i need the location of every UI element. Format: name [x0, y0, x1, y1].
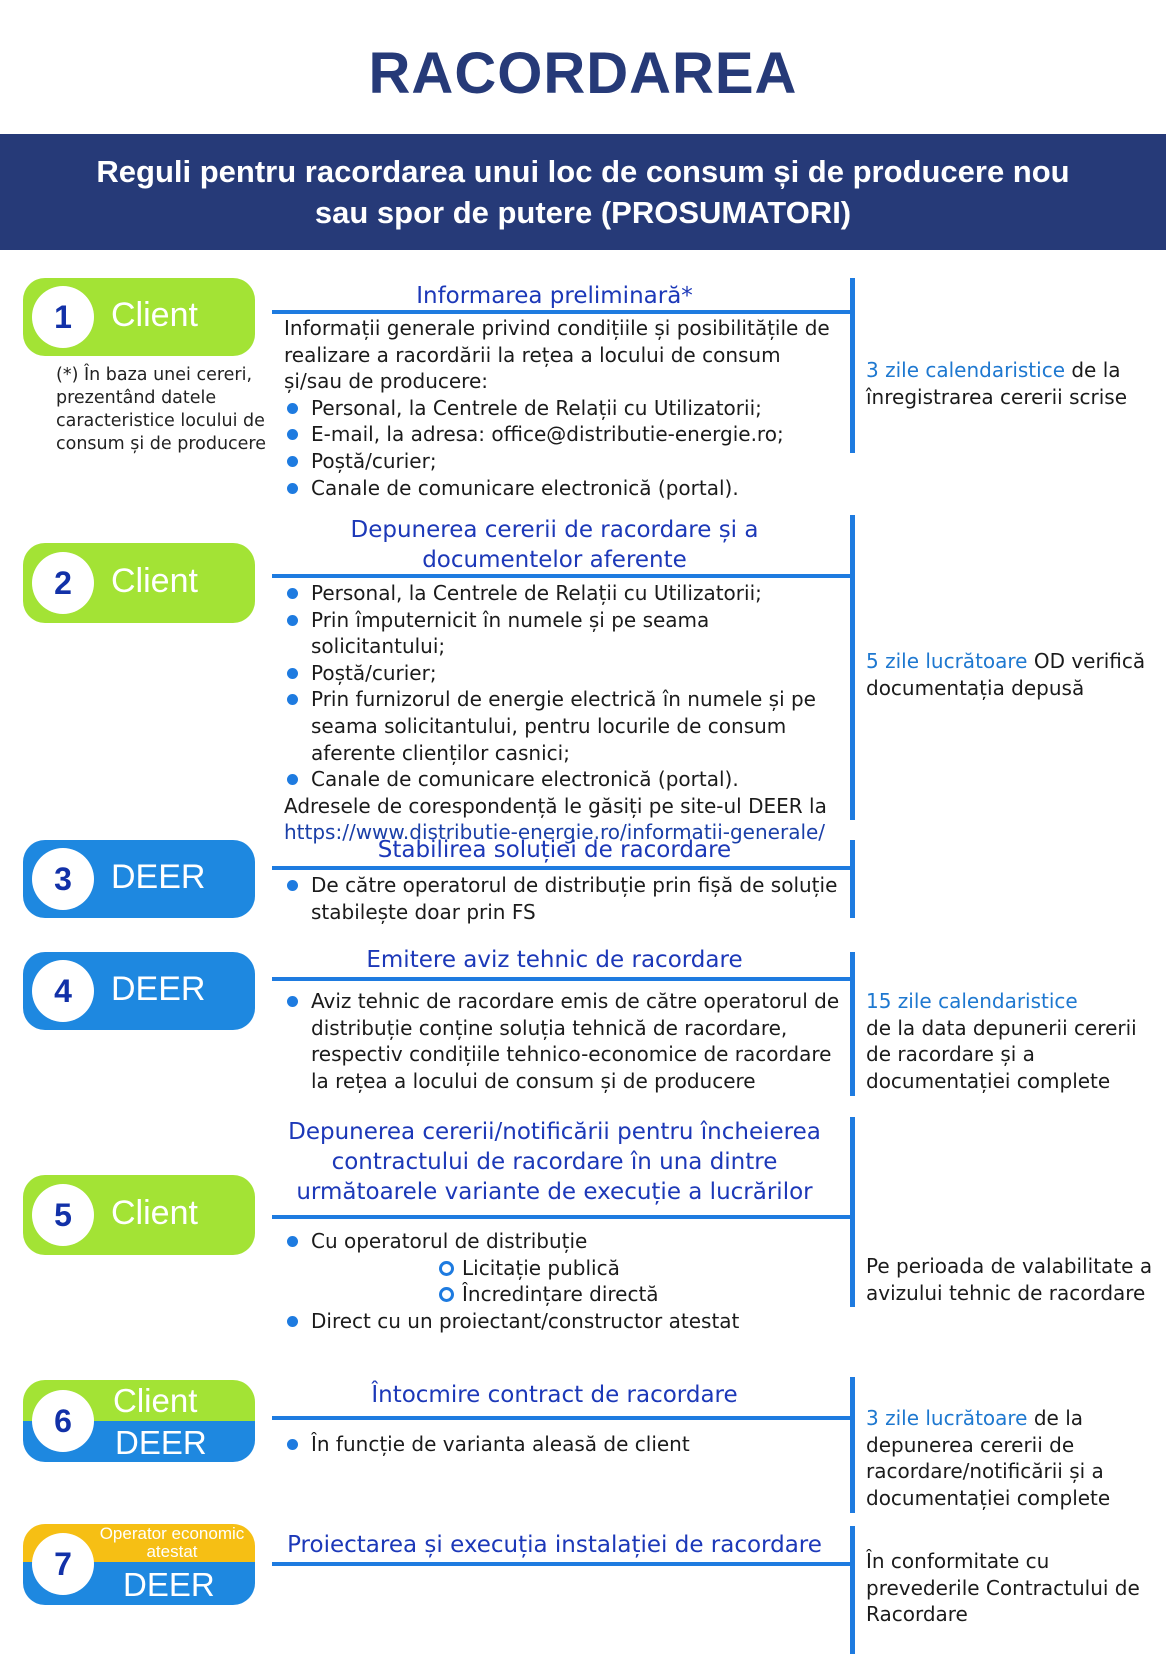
step-3-body: [284, 872, 844, 925]
step-1-badge: [23, 278, 255, 356]
step-6-divider: [272, 1416, 852, 1420]
list-item: Cu operatorul de distribuție: [284, 1228, 844, 1255]
term-text: OD verifică documentația depusă: [866, 649, 1146, 700]
actor-line: atestat: [146, 1542, 198, 1561]
actor-line: Operator economic: [99, 1524, 245, 1543]
step-6-title: Întocmire contract de racordare: [371, 1382, 738, 1408]
list-item: Canale de comunicare electronică (portal).: [284, 475, 844, 502]
step-number: 3: [32, 848, 94, 910]
step-4-body: [284, 988, 844, 1094]
term-highlight: 3 zile lucrătoare: [866, 1406, 1028, 1430]
step-7-vertical-line: [850, 1526, 855, 1654]
step-7-badge: [23, 1524, 255, 1605]
list-item: Poștă/curier;: [284, 660, 844, 687]
step-6-badge: [23, 1380, 255, 1462]
step-5-vertical-line: [850, 1117, 855, 1307]
list-item: Canale de comunicare electronică (portal).: [284, 766, 844, 793]
step-actor: Client: [111, 562, 198, 600]
step-1-note: (*) În baza unei cereri, prezentând datele caracteristice locului de consum și de producere: [56, 365, 267, 454]
step-2-vertical-line: [850, 515, 855, 820]
step-actor-top: [89, 1525, 255, 1561]
step-3-divider: [272, 866, 852, 870]
step-7-term: În conformitate cu prevederile Contractului de Racordare: [866, 1549, 1140, 1627]
step-2-outro: Adresele de corespondență le găsiți pe site-ul DEER la: [284, 793, 827, 818]
step-number: 6: [32, 1390, 94, 1452]
list-item: De către operatorul de distribuție prin fișă de soluție stabilește doar prin FS: [284, 872, 844, 925]
step-3-vertical-line: [850, 840, 855, 918]
step-1-vertical-line: [850, 278, 855, 453]
step-5-badge: [23, 1175, 255, 1255]
step-number: 2: [32, 552, 94, 614]
step-3-badge: [23, 840, 255, 918]
list-item: Prin furnizorul de energie electrică în numele și pe seama solicitantului, pentru locurile de consum aferente clienților casnici;: [284, 686, 844, 766]
title-line: următoarele variante de execuție a lucrărilor: [296, 1179, 813, 1205]
info-link[interactable]: https://www.distributie-energie.ro/informatii-generale/: [284, 820, 826, 845]
step-5-title: [272, 1117, 837, 1207]
step-number: 7: [32, 1533, 94, 1595]
term-highlight: 3 zile calendaristice: [866, 358, 1065, 382]
step-actor: DEER: [111, 970, 206, 1008]
list-item: Personal, la Centrele de Relații cu Utilizatorii;: [284, 395, 844, 422]
title-line: Depunerea cererii/notificării pentru încheierea: [288, 1119, 821, 1145]
step-actor-bottom: DEER: [123, 1566, 215, 1603]
step-4-badge: [23, 952, 255, 1030]
title-line: Depunerea cererii de racordare și a: [350, 517, 759, 543]
step-2-body: [284, 580, 844, 846]
term-text: de la data depunerii cererii de racordare și a documentației complete: [866, 1015, 1137, 1093]
step-actor: Client: [111, 1194, 198, 1232]
step-2-divider: [272, 574, 852, 578]
step-1-intro: Informații generale privind condițiile și posibilitățile de realizare a racordării la rețea a locului de consum și/sau de producere:: [284, 316, 830, 394]
step-7-divider: [272, 1562, 852, 1566]
step-6-body: [284, 1431, 844, 1458]
title-line: documentelor aferente: [422, 547, 687, 573]
term-text: de la depunerea cererii de racordare/notificării și a documentației complete: [866, 1406, 1111, 1510]
step-6-term: [866, 1405, 1156, 1511]
step-actor-bottom: DEER: [115, 1424, 207, 1461]
list-item: În funcție de varianta aleasă de client: [284, 1431, 844, 1458]
step-2-title: [272, 515, 837, 575]
step-3-title: Stabilirea soluției de racordare: [377, 837, 732, 863]
list-item: Personal, la Centrele de Relații cu Utilizatorii;: [284, 580, 844, 607]
step-2-badge: [23, 543, 255, 623]
list-item: Poștă/curier;: [284, 448, 844, 475]
step-4-term: [866, 988, 1156, 1094]
sub-list-item: Licitație publică: [284, 1255, 844, 1282]
step-1-divider: [272, 310, 852, 314]
list-item: Aviz tehnic de racordare emis de către operatorul de distribuție conține soluția tehnică de racordare, respectiv condițiile tehnico-economice de racordare la rețea a locului de consum și de producere: [284, 988, 844, 1094]
step-5-body: [284, 1228, 844, 1334]
banner-subtitle-line2: sau spor de putere (PROSUMATORI): [314, 195, 852, 230]
step-actor-top: Client: [113, 1382, 198, 1419]
title-line: contractului de racordare în una dintre: [331, 1149, 778, 1175]
step-actor: DEER: [111, 858, 206, 896]
step-4-title: Emitere aviz tehnic de racordare: [366, 947, 743, 973]
term-highlight: 15 zile calendaristice: [866, 989, 1078, 1013]
page-title: RACORDAREA: [368, 41, 798, 106]
step-number: 5: [32, 1184, 94, 1246]
header-banner: [0, 134, 1166, 250]
step-1-title: Informarea preliminară*: [416, 283, 693, 309]
step-1-body: [284, 315, 844, 501]
step-actor: Client: [111, 296, 198, 334]
step-4-divider: [272, 977, 852, 981]
step-5-divider: [272, 1215, 852, 1219]
step-number: 4: [32, 960, 94, 1022]
list-item: Prin împuternicit în numele și pe seama solicitantului;: [284, 607, 844, 660]
step-2-term: [866, 648, 1156, 701]
term-text: de la înregistrarea cererii scrise: [866, 358, 1128, 409]
step-5-term: Pe perioada de valabilitate a avizului tehnic de racordare: [866, 1254, 1153, 1305]
sub-list-item: Încredințare directă: [284, 1281, 844, 1308]
step-1-term: [866, 357, 1156, 410]
step-7-title: Proiectarea și execuția instalației de racordare: [287, 1532, 822, 1558]
step-4-vertical-line: [850, 952, 855, 1096]
step-number: 1: [32, 286, 94, 348]
step-6-vertical-line: [850, 1377, 855, 1513]
list-item: E-mail, la adresa: office@distributie-energie.ro;: [284, 421, 844, 448]
term-highlight: 5 zile lucrătoare: [866, 649, 1028, 673]
banner-subtitle-line1: Reguli pentru racordarea unui loc de consum și de producere nou: [96, 154, 1070, 189]
list-item: Direct cu un proiectant/constructor atestat: [284, 1308, 844, 1335]
